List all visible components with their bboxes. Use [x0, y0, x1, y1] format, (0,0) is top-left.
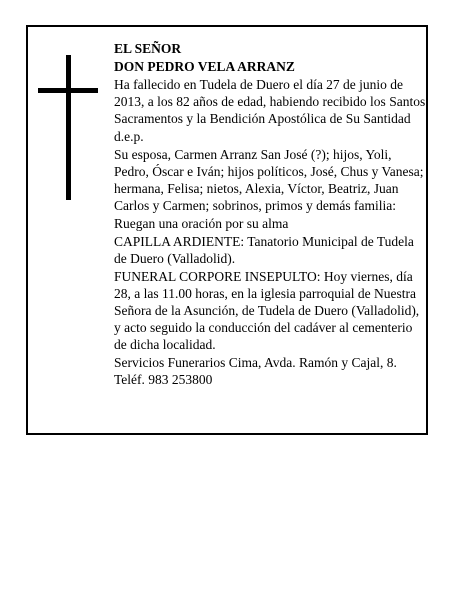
- chapel-info: CAPILLA ARDIENTE: Tanatorio Municipal de Tudela de Duero (Valladolid).: [114, 234, 414, 266]
- funeral-services-contact: Servicios Funerarios Cima, Avda. Ramón y Cajal, 8. Teléf. 983 253800: [114, 355, 397, 387]
- prayer-request: Ruegan una oración por su alma: [114, 216, 289, 231]
- obituary-notice: [26, 25, 428, 435]
- death-announcement: Ha fallecido en Tudela de Duero el día 27 de junio de 2013, a los 82 años de edad, habiendo recibido los Santos Sacramentos y la Bendición Apostólica de Su Santidad: [114, 77, 426, 126]
- notice-heading: EL SEÑOR: [114, 41, 182, 56]
- family-list: Su esposa, Carmen Arranz San José (?); hijos, Yoli, Pedro, Óscar e Iván; hijos políticos, José, Chus y Vanesa; hermana, Felisa; nietos, Alexia, Víctor, Beatriz, Juan Carlos y Carmen; sobrinos, primos y demás familia:: [114, 147, 424, 213]
- deceased-name: DON PEDRO VELA ARRANZ: [114, 59, 295, 74]
- cross-horizontal-bar: [38, 88, 98, 93]
- rip-text: d.e.p.: [114, 129, 144, 144]
- notice-body: [114, 40, 426, 389]
- cross-icon: [38, 55, 98, 200]
- cross-vertical-bar: [66, 55, 71, 200]
- funeral-info: FUNERAL CORPORE INSEPULTO: Hoy viernes, día 28, a las 11.00 horas, en la iglesia parroquial de Nuestra Señora de la Asunción, de Tudela de Duero (Valladolid), y acto seguido la conducción del cadáver al cementerio de dicha localidad.: [114, 269, 420, 352]
